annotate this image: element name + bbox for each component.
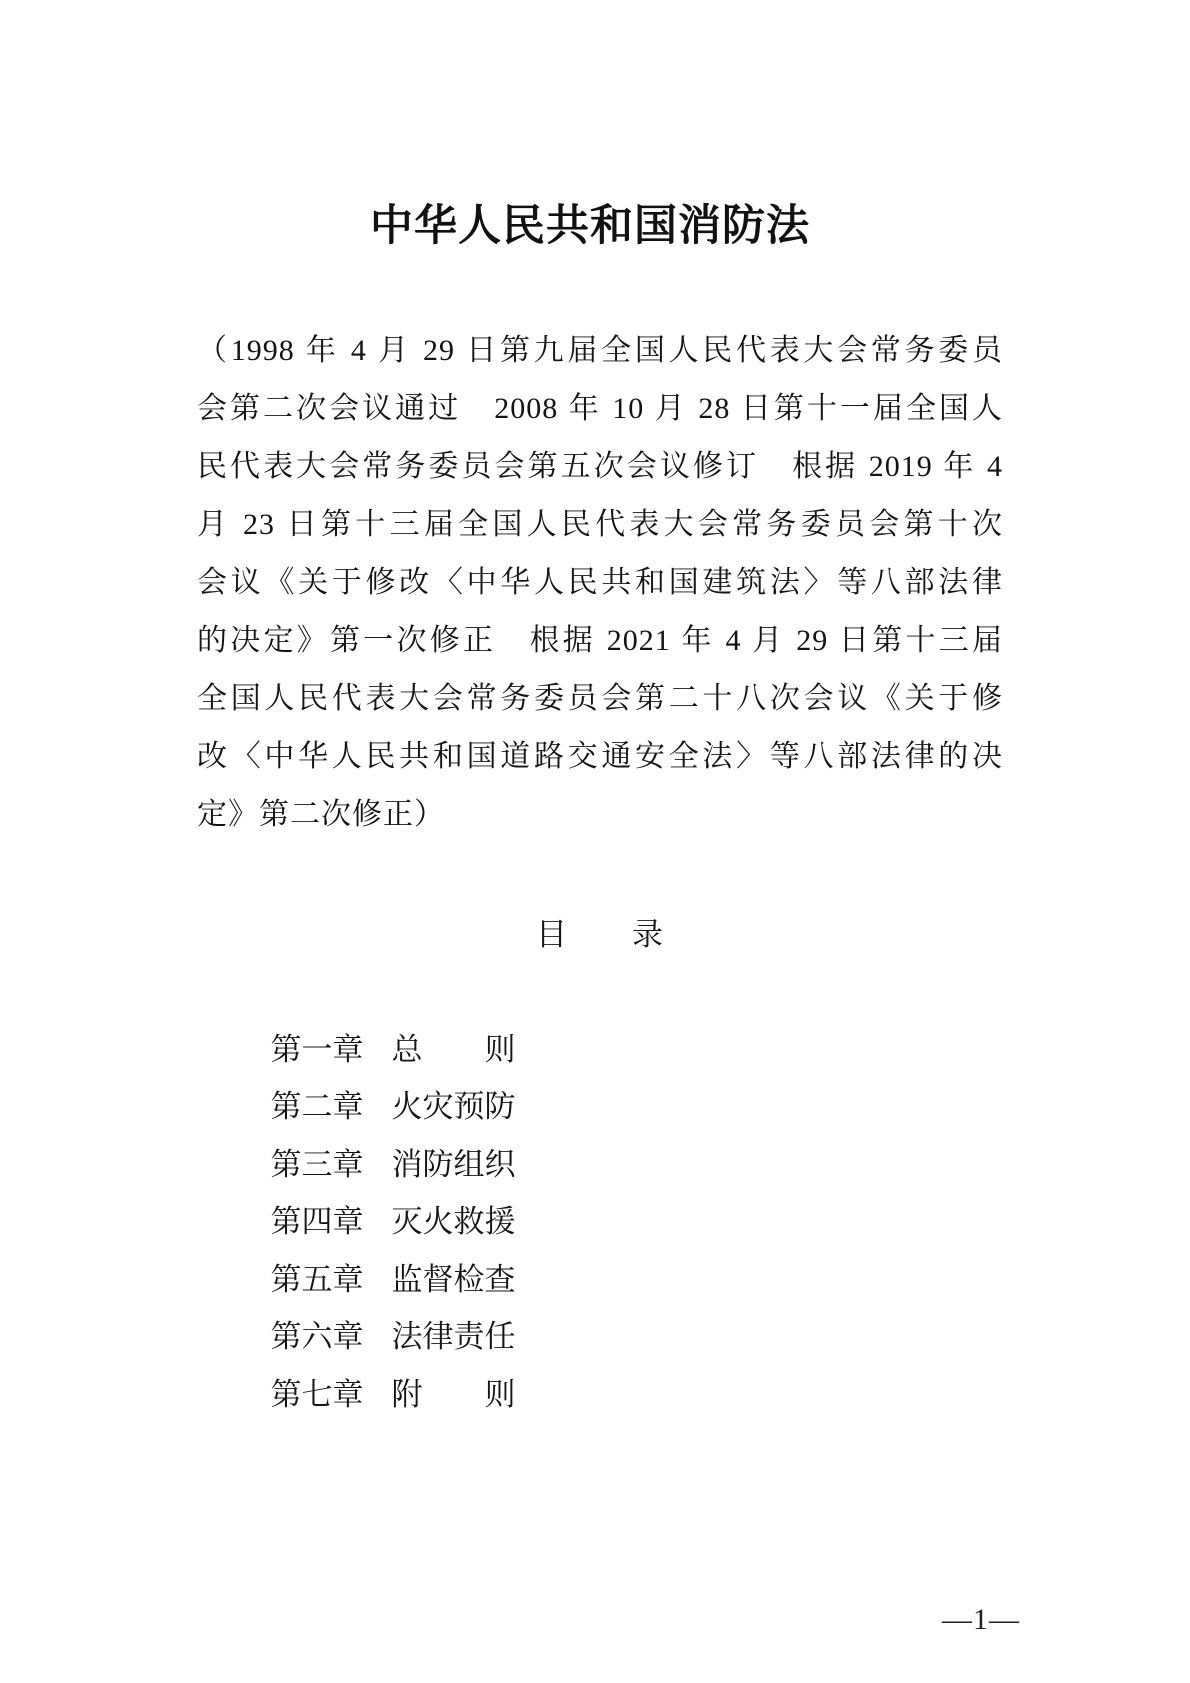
toc-title: 灭火救援 [391,1204,516,1239]
preamble-line: 会第二次会议通过 2008 年 10 月 28 日第十一届全国人 [197,392,1003,425]
toc-chapter: 第三章 [270,1146,364,1182]
toc-title: 法律责任 [391,1319,516,1354]
toc-title: 消防组织 [391,1146,516,1182]
preamble-line: 定》第二次修正） [197,798,445,831]
toc-heading: 目 录 [536,917,664,952]
preamble [197,322,1003,844]
toc-chapter: 第二章 [270,1089,364,1124]
preamble-line: 的决定》第一次修正 根据 2021 年 4 月 29 日第十三届 [197,624,1003,657]
toc-title: 监督检查 [391,1261,516,1297]
toc-chapter: 第一章 [270,1031,364,1067]
preamble-line: 全国人民代表大会常务委员会第二十八次会议《关于修 [197,682,1003,715]
preamble-line: 月 23 日第十三届全国人民代表大会常务委员会第十次 [197,508,1003,541]
toc-title: 总 则 [391,1031,516,1067]
toc-row [224,963,1004,1067]
toc-chapter: 第五章 [270,1261,364,1297]
table-of-contents [224,963,1004,1412]
toc-chapter: 第六章 [270,1319,364,1354]
preamble-line: （1998 年 4 月 29 日第九届全国人民代表大会常务委员 [197,334,1003,367]
toc-chapter: 第七章 [270,1376,364,1412]
document-title: 中华人民共和国消防法 [370,203,810,250]
toc-title: 火灾预防 [391,1089,516,1124]
toc-title: 附 则 [391,1376,516,1412]
preamble-line: 改〈中华人民共和国道路交通安全法〉等八部法律的决 [197,740,1003,773]
preamble-line: 会议《关于修改〈中华人民共和国建筑法〉等八部法律 [197,566,1003,599]
page-number: —1— [942,1603,1020,1636]
preamble-line: 民代表大会常务委员会第五次会议修订 根据 2019 年 4 [197,450,1003,483]
toc-chapter: 第四章 [270,1204,364,1239]
